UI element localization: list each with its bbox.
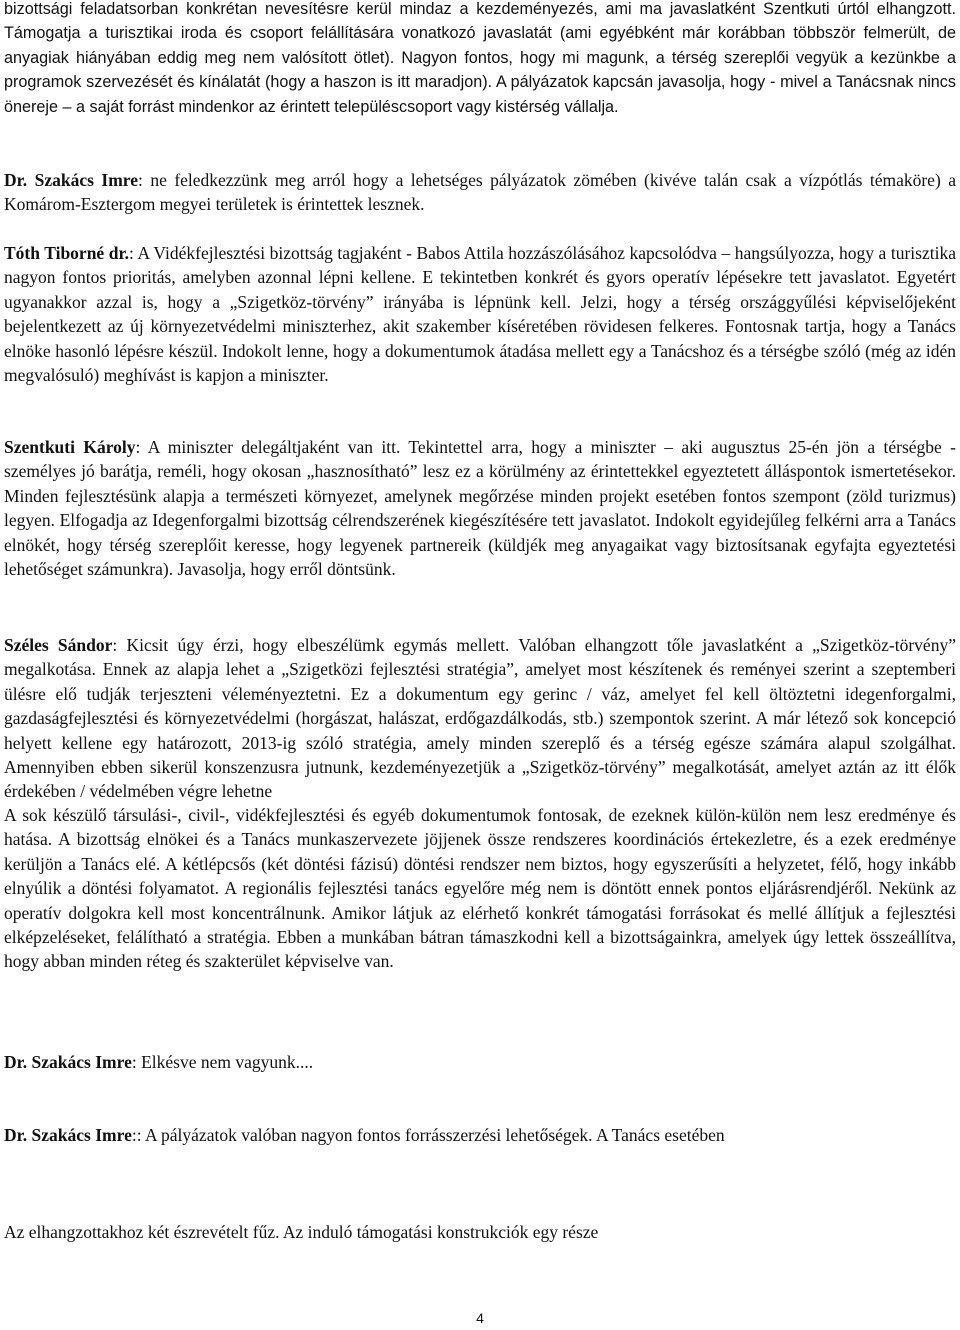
paragraph-text: Az elhangzottakhoz két észrevételt fűz. Az induló támogatási konstrukciók egy része [4,1222,599,1242]
paragraph-text: bizottsági feladatsorban konkrétan nevesítésre kerül mindaz a kezdeményezés, ami ma javaslatként Szentkuti úrtól elhangzott. Támogatja a turisztikai iroda és csoport felállítására vonatkozó javaslatát (ami egyébként már korábban többször felmerült, de anyagiak hiányában eddig meg nem valósított ötlet). Nagyon fontos, hogy mi magunk, a térség szereplői vegyük a kezünkbe a programok szervezését és kínálatát (hogy a haszon is itt maradjon). A pályázatok kapcsán javasolja, hogy - mivel a Tanácsnak nincs önereje – a saját forrást mindenkor az érintett településcsoport vagy kistérség vállalja. [4,0,956,116]
paragraph-text: A sok készülő társulási-, civil-, vidékfejlesztési és egyéb dokumentumok fontosak, de ezeknek külön-külön nem lesz eredménye és hatása. A bizottság elnökei és a Tanács munkaszervezete jöjjenek össze rendszeres koordinációs értekezletre, és a ezek eredménye kerüljön a Tanács elé. A kétlépcsős (két döntési fázisú) döntési rendszer nem biztos, hogy egyszerűsíti a helyzetet, félő, hogy inkább elnyúlik a döntési folyamatot. A regionális fejlesztési tanács egyelőre még nem is döntött ennek pontos eljárásrendjéről. Nekünk az operatív dolgokra kell most koncentrálnunk. Amikor látjuk az elérhető konkrét támogatási forrásokat és mellé állítjuk a fejlesztési elképzeléseket, felálítható a stratégia. Ebben a munkában bátran támaszkodni kell a bizottságainkra, amelyek úgy lettek összeállítva, hogy abban minden réteg és szakterület képviselve van. [4,805,956,972]
paragraph-text: : A pályázatok valóban nagyon fontos forrásszerzési lehetőségek. A Tanács esetében [136,1125,725,1145]
speaker-separator: : [129,243,134,263]
speaker-name: Dr. Szakács Imre [4,1052,132,1072]
speaker-separator: : [112,635,118,655]
paragraph-text: Elkésve nem vagyunk.... [136,1052,314,1072]
paragraph-text: Kicsit úgy érzi, hogy elbeszélümk egymás mellett. Valóban elhangzott tőle javaslatként a „Szigetköz-törvény” megalkotása. Ennek az alapja lehet a „Szigetközi fejlesztési stratégia”, amelyet most készítenek és reményei szerint a szeptemberi ülésre elő tudják terjeszteni véleményeztetni. Ez a dokumentum egy gerinc / váz, amelyet fel kell öltöztetni idegenforgalmi, gazdaságfejlesztési és környezetvédelmi (horgászat, halászat, erdőgazdálkodás, stb.) szempontok szerint. A már létező sok koncepció helyett kellene egy határozott, 2013-ig szóló stratégia, amely minden szereplő és a térség egésze számára alapul szolgálhat. Amennyiben ebben sikerül konszenzusra jutnunk, kezdeményezetjük a „Szigetköz-törvény” megalkotását, amelyet aztán az itt élők érdekében / védelmében végre lehetne [4,635,956,802]
paragraph-szakacs-3 [4,1123,956,1147]
paragraph-szakacs-1 [4,168,956,217]
paragraph-text: A Vidékfejlesztési bizottság tagjaként - Babos Attila hozzászólásához kapcsolódva – hangsúlyozza, hogy a turisztika nagyon fontos prioritás, amelyben azonnal lépni kellene. E tekintetben konkrét és gyors operatív lépésekre tett javaslatot. Egyetért ugyanakkor azzal is, hogy a „Szigetköz-törvény” irányába is lépnünk kell. Jelzi, hogy a térség országgyűlési képviselőjeként bejelentkezett az új környezetvédelmi miniszterhez, akit szakember kíséretében rövidesen felkeres. Fontosnak tartja, hogy a Tanács elnöke hasonló lépésre készül. Indokolt lenne, hogy a dokumentumok átadása mellett egy a Tanácshoz és a térségbe szóló (még az idén megvalósuló) meghívást is kapjon a miniszter. [4,243,956,386]
speaker-name: Dr. Szakács Imre [4,1125,132,1145]
paragraph-szeles [4,633,956,804]
paragraph-szentkuti [4,435,956,581]
speaker-name: Szentkuti Károly [4,437,136,457]
speaker-name: Dr. Szakács Imre [4,170,139,190]
paragraph-final [4,1220,956,1244]
speaker-name: Tóth Tiborné dr. [4,243,130,263]
paragraph-continuation [4,803,956,974]
paragraph-text: ne feledkezzünk meg arról hogy a lehetséges pályázatok zömében (kivéve talán csak a vízpótlás témaköre) a Komárom-Esztergom megyei területek is érintettek lesznek. [4,170,957,215]
speaker-separator: : [131,1125,137,1145]
paragraph-intro [4,0,956,119]
speaker-separator: : [131,1052,137,1072]
paragraph-szakacs-2 [4,1050,956,1074]
paragraph-toth [4,241,956,387]
page-number: 4 [476,1310,484,1326]
speaker-name: Széles Sándor [4,635,113,655]
speaker-separator: : [135,437,141,457]
speaker-separator: : [138,170,143,190]
paragraph-text: A miniszter delegáltjaként van itt. Tekintettel arra, hogy a miniszter – aki augusztus 25-én jön a térségbe - személyes jó barátja, reméli, hogy okosan „hasznosítható” lesz ez a körülmény az érintettekkel egyeztetett álláspontok ismertetésekor. Minden fejlesztésünk alapja a természeti környezet, amelynek megőrzése minden projekt esetében fontos szempont (zöld turizmus) legyen. Elfogadja az Idegenforgalmi bizottság célrendszerének kiegészítésére tett javaslatot. Indokolt egyidejűleg felkérni arra a Tanács elnökét, hogy térség szereplőit keresse, hogy legyenek partnereik (küldjék meg anyagaikat vagy biztosítsanak egyfajta egyeztetési lehetőséget számunkra). Javasolja, hogy erről döntsünk. [4,437,956,580]
